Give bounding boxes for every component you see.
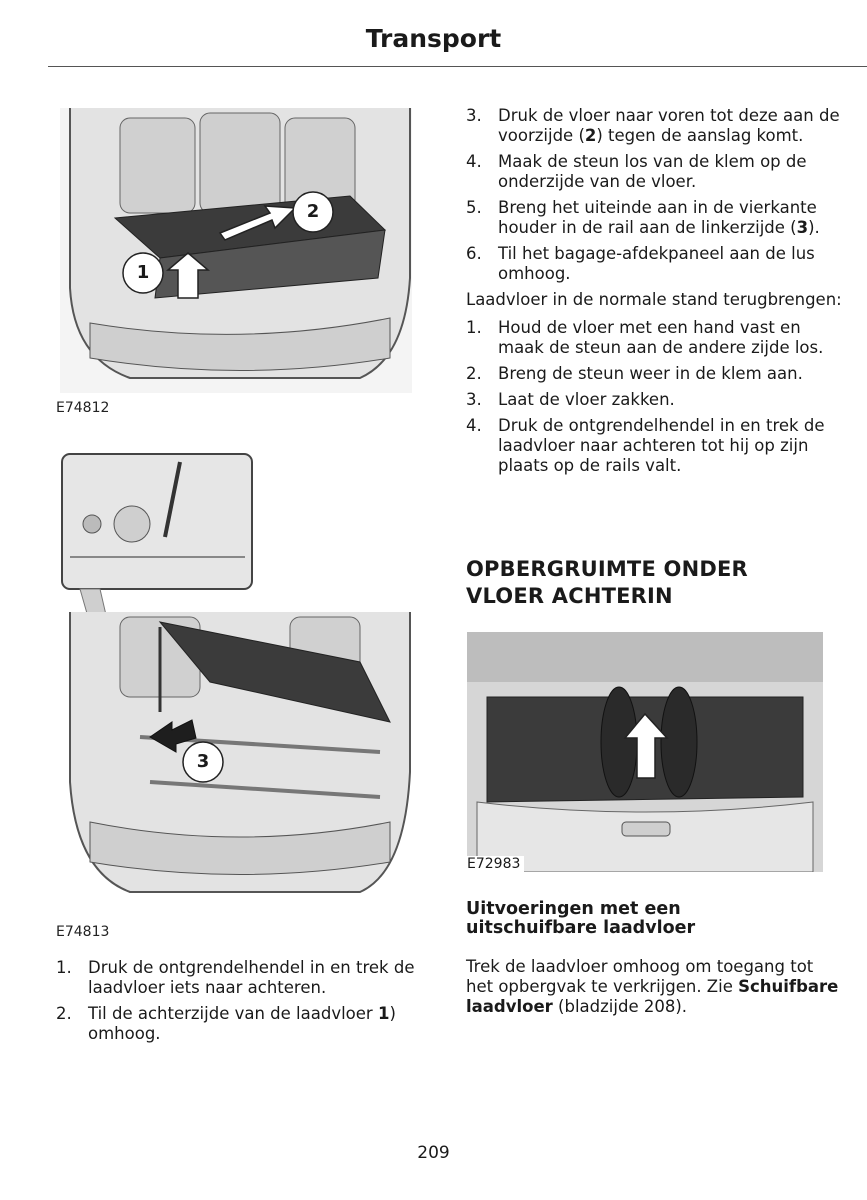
title-divider: [48, 66, 867, 67]
list-item: 3. Druk de vloer naar voren tot deze aan de voorzijde (2) tegen de aanslag komt.: [466, 106, 840, 145]
figure-e74812: [60, 108, 412, 393]
list-item: 2. Breng de steun weer in de klem aan.: [466, 364, 803, 383]
right-column: [466, 106, 846, 482]
list-item: 3. Laat de vloer zakken.: [466, 390, 675, 409]
figure-e72983: [467, 632, 823, 872]
restore-intro: Laadvloer in de normale stand terugbrengen:: [466, 290, 842, 309]
figure-code-e72983: E72983: [467, 856, 524, 872]
section-heading: OPBERGRUIMTE ONDER VLOER ACHTERIN: [466, 557, 748, 608]
list-item: 1. Houd de vloer met een hand vast en maak de steun aan de andere zijde los.: [466, 318, 824, 357]
underfloor-storage-illustration: [467, 632, 823, 872]
page-number: 209: [417, 1143, 450, 1163]
floor-support-illustration: [60, 452, 412, 914]
figure-code-e74813: E74813: [56, 924, 110, 940]
subheading: Uitvoeringen met een uitschuifbare laadvloer: [466, 899, 696, 938]
body-text: Trek de laadvloer omhoog om toegang tot het opbergvak te verkrijgen. Zie Schuifbare laadvloer (bladzijde 208).: [466, 957, 839, 1016]
figure-e74813: [60, 452, 412, 914]
left-steps: [56, 958, 436, 1050]
cross-reference-link[interactable]: Schuifbare laadvloer: [466, 977, 839, 1016]
list-item: 4. Druk de ontgrendelhendel in en trek de laadvloer naar achteren tot hij op zijn plaats op de rails valt.: [466, 416, 825, 475]
page-title: Transport: [365, 24, 502, 53]
list-item: 1. Druk de ontgrendelhendel in en trek de laadvloer iets naar achteren.: [56, 958, 415, 997]
figure-code-e74812: E74812: [56, 400, 110, 416]
callout-2: 2: [306, 201, 320, 222]
list-item: 2. Til de achterzijde van de laadvloer 1) omhoog.: [56, 1004, 396, 1043]
callout-1: 1: [136, 262, 150, 283]
list-item: 4. Maak de steun los van de klem op de onderzijde van de vloer.: [466, 152, 807, 191]
list-item: 5. Breng het uiteinde aan in de vierkante houder in de rail aan de linkerzijde (3).: [466, 198, 820, 237]
list-item: 6. Til het bagage-afdekpaneel aan de lus omhoog.: [466, 244, 815, 283]
callout-3: 3: [196, 751, 210, 772]
trunk-floor-illustration: [60, 108, 412, 393]
